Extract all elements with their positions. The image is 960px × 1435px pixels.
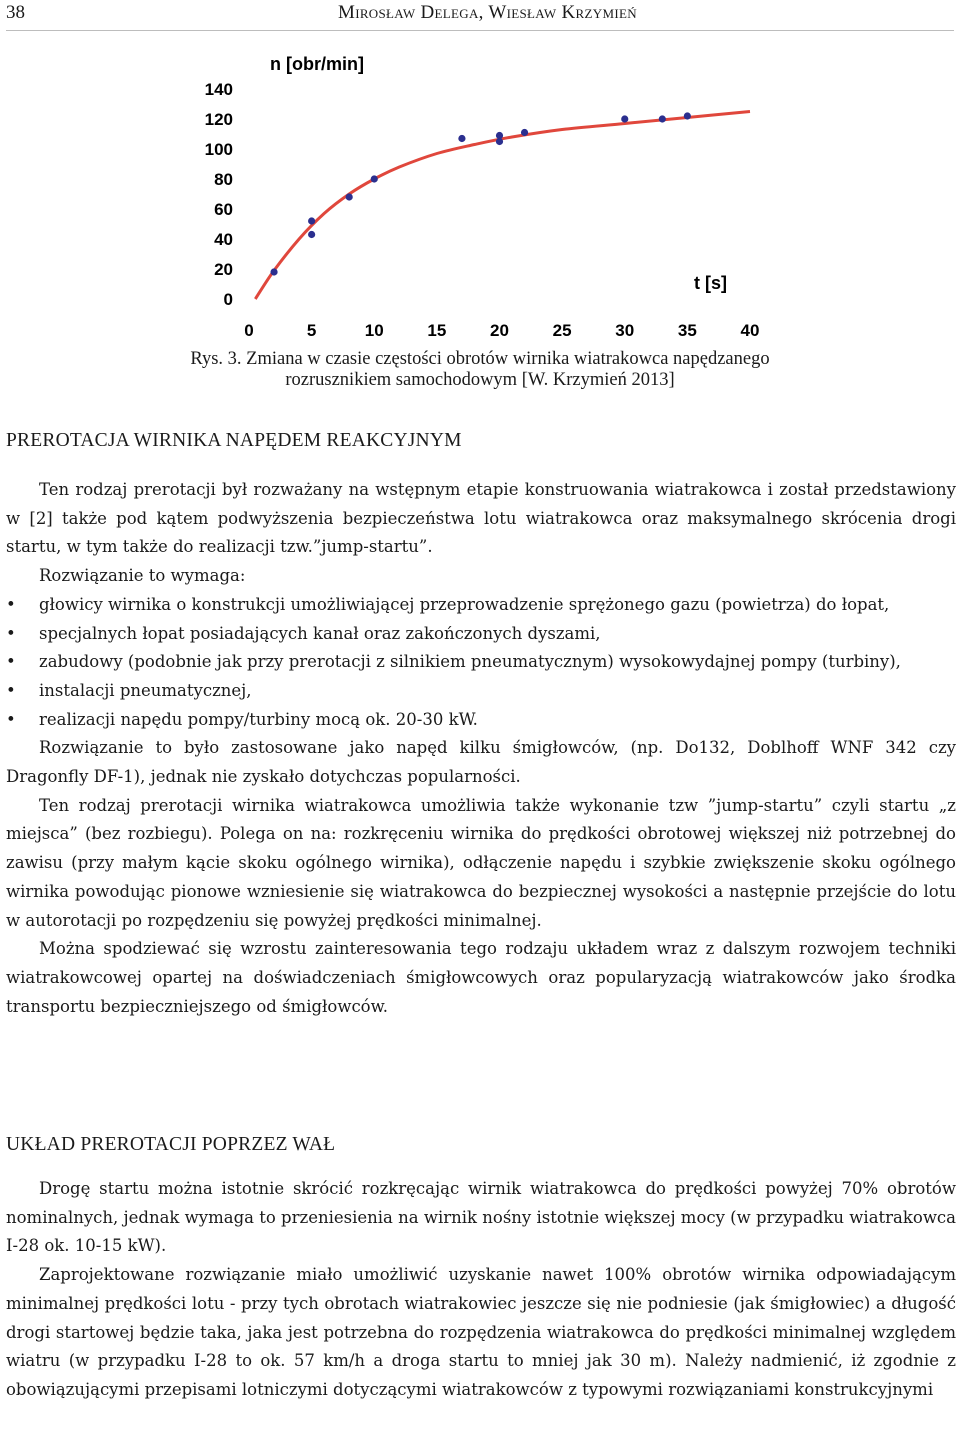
figure-caption-line-1: Rys. 3. Zmiana w czasie częstości obrotów wirnika wiatrakowca napędzanego <box>190 349 770 369</box>
figure-caption <box>0 349 960 391</box>
list-item: • głowicy wirnika o konstrukcji umożliwiającej przeprowadzenie sprężonego gazu (powietrza) do łopat, <box>6 591 956 620</box>
data-point <box>308 231 315 238</box>
section-body-reactive <box>6 476 956 1021</box>
paragraph: Zaprojektowane rozwiązanie miało umożliwić uzyskanie nawet 100% obrotów wirnika odpowiadającym minimalnej prędkości lotu - przy tych obrotach wiatrakowiec jeszcze się nie podniesie (jak śmigłowiec) a długość drogi startowej będzie taka, jaka jest potrzebna do rozpędzenia wiatrakowca do prędkości minimalnej względem wiatru (w przypadku I-28 to ok. 57 km/h a droga startu to mniej jak 30 m). Należy nadmienić, iż zgodnie z obowiązującymi przepisami lotniczymi dotyczącymi wiatrakowców z typowymi rozwiązaniami konstrukcyjnymi <box>6 1265 956 1399</box>
y-axis-label: n [obr/min] <box>270 54 364 74</box>
x-tick-label: 10 <box>364 321 384 340</box>
section-heading-shaft: UKŁAD PREROTACJI POPRZEZ WAŁ <box>6 1134 336 1155</box>
paragraph: Rozwiązanie to było zastosowane jako napęd kilku śmigłowców, (np. Do132, Doblhoff WNF 342 czy Dragonfly DF-1), jednak nie zyskało dotychczas popularności. <box>6 738 956 787</box>
data-point <box>371 175 378 182</box>
trend-curve <box>255 112 750 300</box>
data-points <box>270 112 691 275</box>
y-tick-label: 40 <box>214 230 233 249</box>
paragraph: Drogę startu można istotnie skrócić rozkręcając wirnik wiatrakowca do prędkości powyżej 70% obrotów nominalnych, jednak wymaga to przeniesienia na wirnik nośny istotnie większej mocy (w przypadku wiatrakowca I-28 ok. 10-15 kW). <box>6 1179 957 1256</box>
y-tick-label: 140 <box>204 80 233 99</box>
data-point <box>458 135 465 142</box>
x-axis-label: t [s] <box>694 273 727 293</box>
figure-caption-line-2: rozrusznikiem samochodowym [W. Krzymień 2013] <box>285 370 675 390</box>
data-point <box>684 112 691 119</box>
x-tick-label: 30 <box>615 321 635 340</box>
data-point <box>308 217 315 224</box>
paragraph: Można spodziewać się wzrostu zainteresowania tego rodzaju układem wraz z dalszym rozwojem techniki wiatrakowcowej opartej na doświadczeniach śmigłowcowych oraz popularyzacją wiatrakowców jako środka transportu bezpieczniejszego od śmigłowców. <box>6 939 956 1016</box>
x-tick-label: 25 <box>552 321 572 340</box>
x-tick-label: 35 <box>677 321 697 340</box>
page-number: 38 <box>6 2 25 23</box>
y-tick-label: 20 <box>214 260 233 279</box>
data-point <box>346 193 353 200</box>
y-tick-label: 80 <box>214 170 233 189</box>
list-item: • specjalnych łopat posiadających kanał oraz zakończonych dyszami, <box>6 620 956 649</box>
y-tick-label: 100 <box>204 140 233 159</box>
data-point <box>270 268 277 275</box>
running-header-authors: Mirosław Delega, Wiesław Krzymień <box>338 2 637 23</box>
list-item: • realizacji napędu pompy/turbiny mocą ok. 20-30 kW. <box>6 706 956 735</box>
running-header <box>6 0 954 31</box>
x-tick-label: 20 <box>490 321 509 340</box>
requirements-list <box>6 591 956 735</box>
y-tick-label: 0 <box>223 290 233 309</box>
list-item: • zabudowy (podobnie jak przy prerotacji z silnikiem pneumatycznym) wysokowydajnej pompy (turbiny), <box>6 648 956 677</box>
x-tick-label: 0 <box>244 321 254 340</box>
data-point <box>521 129 528 136</box>
x-axis-ticks <box>244 321 759 340</box>
x-tick-label: 5 <box>306 321 317 340</box>
rotor-speed-chart <box>190 44 790 349</box>
data-point <box>496 132 503 139</box>
y-tick-label: 60 <box>214 200 233 219</box>
x-tick-label: 15 <box>427 321 447 340</box>
data-point <box>659 115 666 122</box>
data-point <box>621 115 628 122</box>
paragraph: Ten rodzaj prerotacji wirnika wiatrakowca umożliwia także wykonanie tzw ”jump-startu” czyli startu „z miejsca” (bez rozbiegu). Polega on na: rozkręceniu wirnika do prędkości obrotowej większej niż potrzebnej do zawisu (przy małym kącie skoku ogólnego wirnika), odłączenie napędu i szybkie zwiększenie skoku ogólnego wirnika powodując pionowe wzniesienie się wiatrakowca do bezpiecznej wysokości a następnie przejście do lotu w autorotacji po rozpędzeniu się powyżej prędkości minimalnej. <box>6 795 956 930</box>
section-heading-reactive: PREROTACJA WIRNIKA NAPĘDEM REAKCYJNYM <box>6 430 462 451</box>
list-item: • instalacji pneumatycznej, <box>6 677 956 706</box>
x-tick-label: 40 <box>740 321 760 340</box>
paragraph: Rozwiązanie to wymaga: <box>39 566 246 586</box>
section-body-shaft <box>6 1175 956 1405</box>
y-tick-label: 120 <box>204 110 233 129</box>
y-axis-ticks <box>205 80 233 309</box>
paragraph: Ten rodzaj prerotacji był rozważany na wstępnym etapie konstruowania wiatrakowca i został przedstawiony w [2] także pod kątem podwyższenia bezpieczeństwa lotu wiatrakowca oraz maksymalnego skrócenia drogi startu, w tym także do realizacji tzw.”jump-startu”. <box>6 480 956 557</box>
